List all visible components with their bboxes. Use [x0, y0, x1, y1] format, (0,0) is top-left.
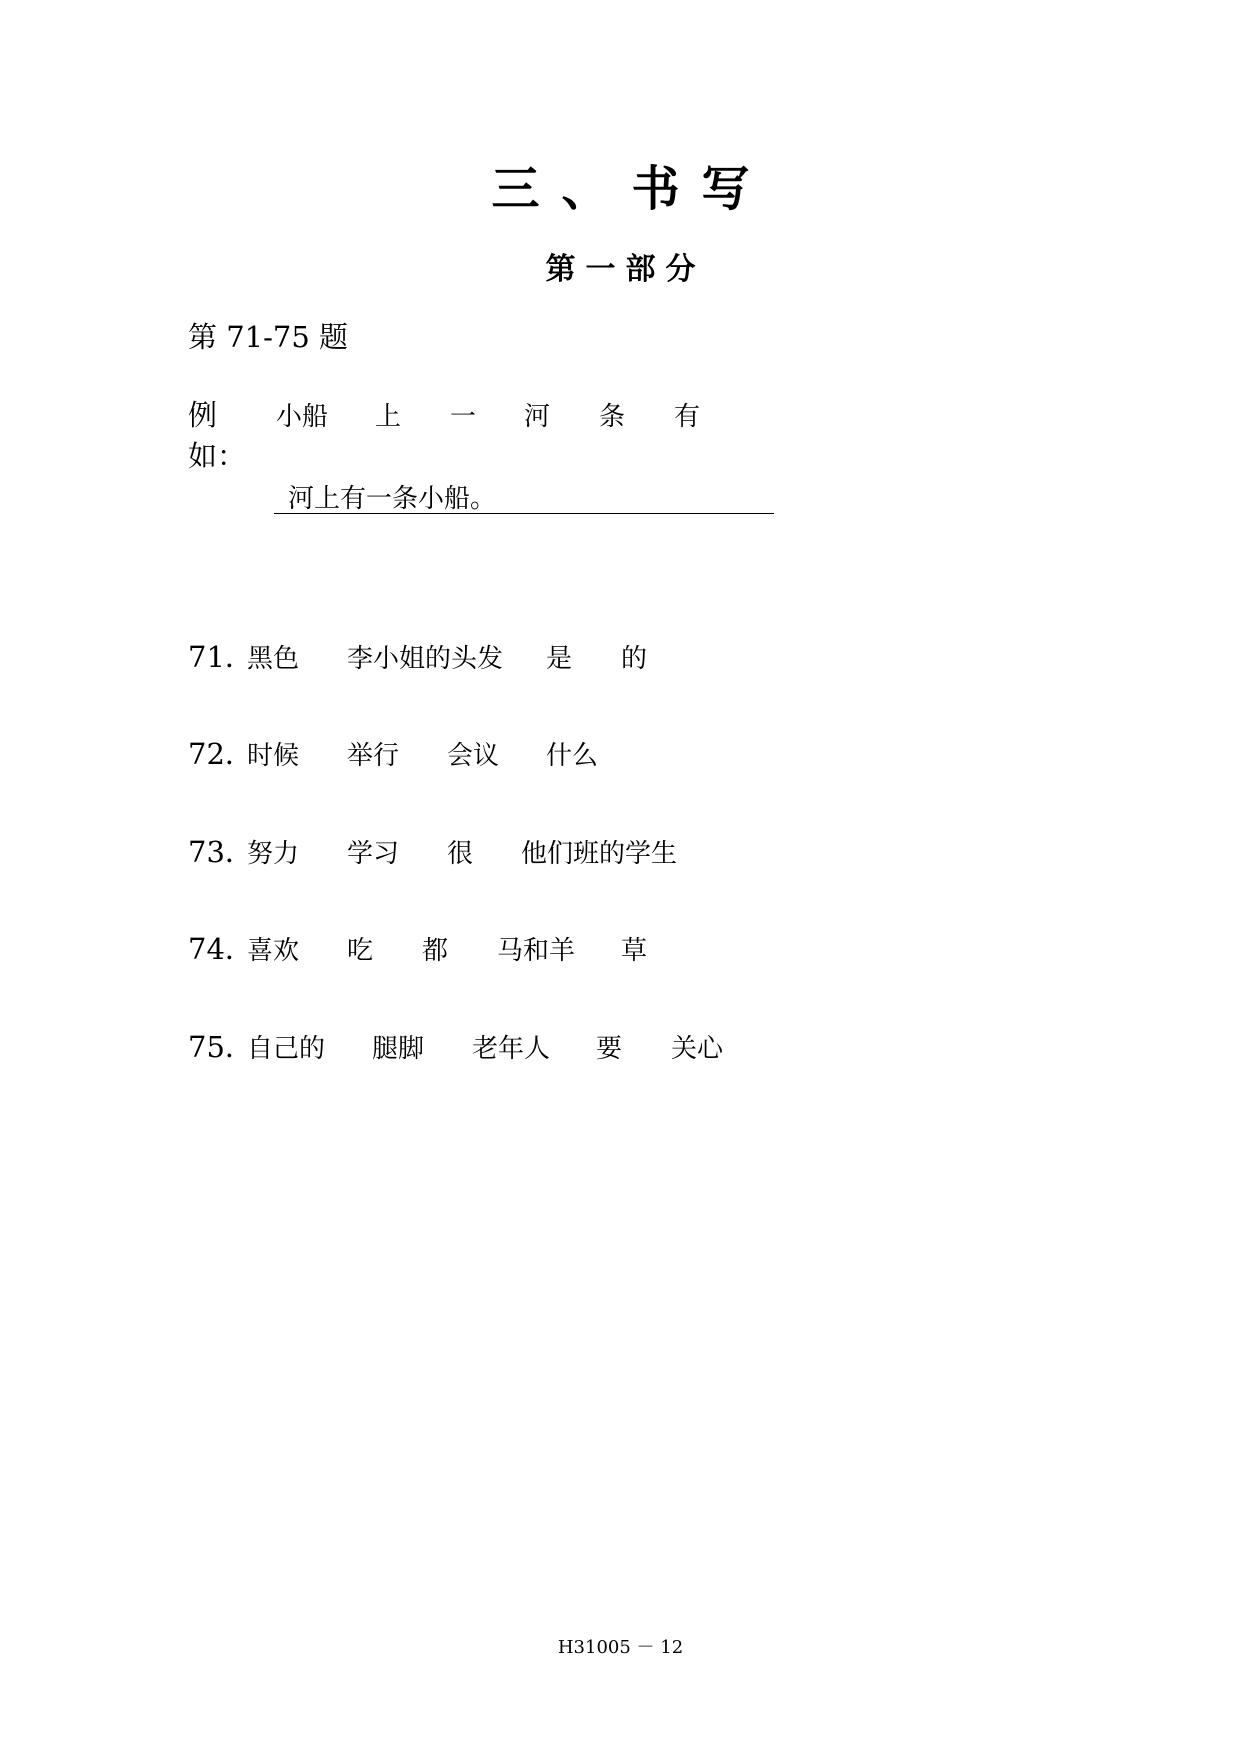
example-word: 小船: [276, 402, 329, 432]
page-footer: H31005 － 12: [557, 1637, 684, 1658]
question-word: 的: [621, 644, 648, 674]
question-word: 他们班的学生: [521, 839, 678, 869]
question-word: 李小姐的头发: [347, 644, 504, 674]
question-word: 马和羊: [497, 936, 576, 966]
question-word: 吃: [347, 936, 374, 966]
example-word: 一: [450, 402, 477, 432]
question-number: 72．: [188, 737, 254, 771]
question-word: 腿脚: [372, 1034, 425, 1064]
example-word: 条: [599, 402, 626, 432]
question-number: 71．: [188, 640, 254, 674]
question-word: 喜欢: [247, 936, 300, 966]
question-word: 都: [422, 936, 449, 966]
question-word: 要: [596, 1034, 623, 1064]
question-number: 73．: [188, 835, 254, 869]
question-word: 关心: [671, 1034, 724, 1064]
question-word: 老年人: [472, 1034, 551, 1064]
question-word: 学习: [347, 839, 400, 869]
example-label: 例如：: [188, 398, 247, 473]
example-word: 河: [524, 402, 551, 432]
example-answer: 河上有一条小船。: [288, 484, 497, 514]
question-word: 举行: [347, 741, 400, 771]
question-word: 会议: [447, 741, 500, 771]
question-word: 什么: [546, 741, 599, 771]
question-word: 很: [447, 839, 474, 869]
example-answer-line: [274, 478, 774, 514]
part-title: 第一部分: [545, 252, 706, 287]
section-title: 三、书写: [491, 161, 772, 217]
example-word: 上: [375, 402, 402, 432]
question-range: 第 71-75 题: [188, 320, 349, 354]
question-word: 自己的: [247, 1034, 326, 1064]
example-word: 有: [674, 402, 701, 432]
question-word: 黑色: [247, 644, 300, 674]
question-number: 75．: [188, 1030, 254, 1064]
question-word: 是: [546, 644, 573, 674]
question-word: 草: [621, 936, 648, 966]
question-word: 努力: [247, 839, 300, 869]
question-word: 时候: [247, 741, 300, 771]
question-number: 74．: [188, 932, 254, 966]
